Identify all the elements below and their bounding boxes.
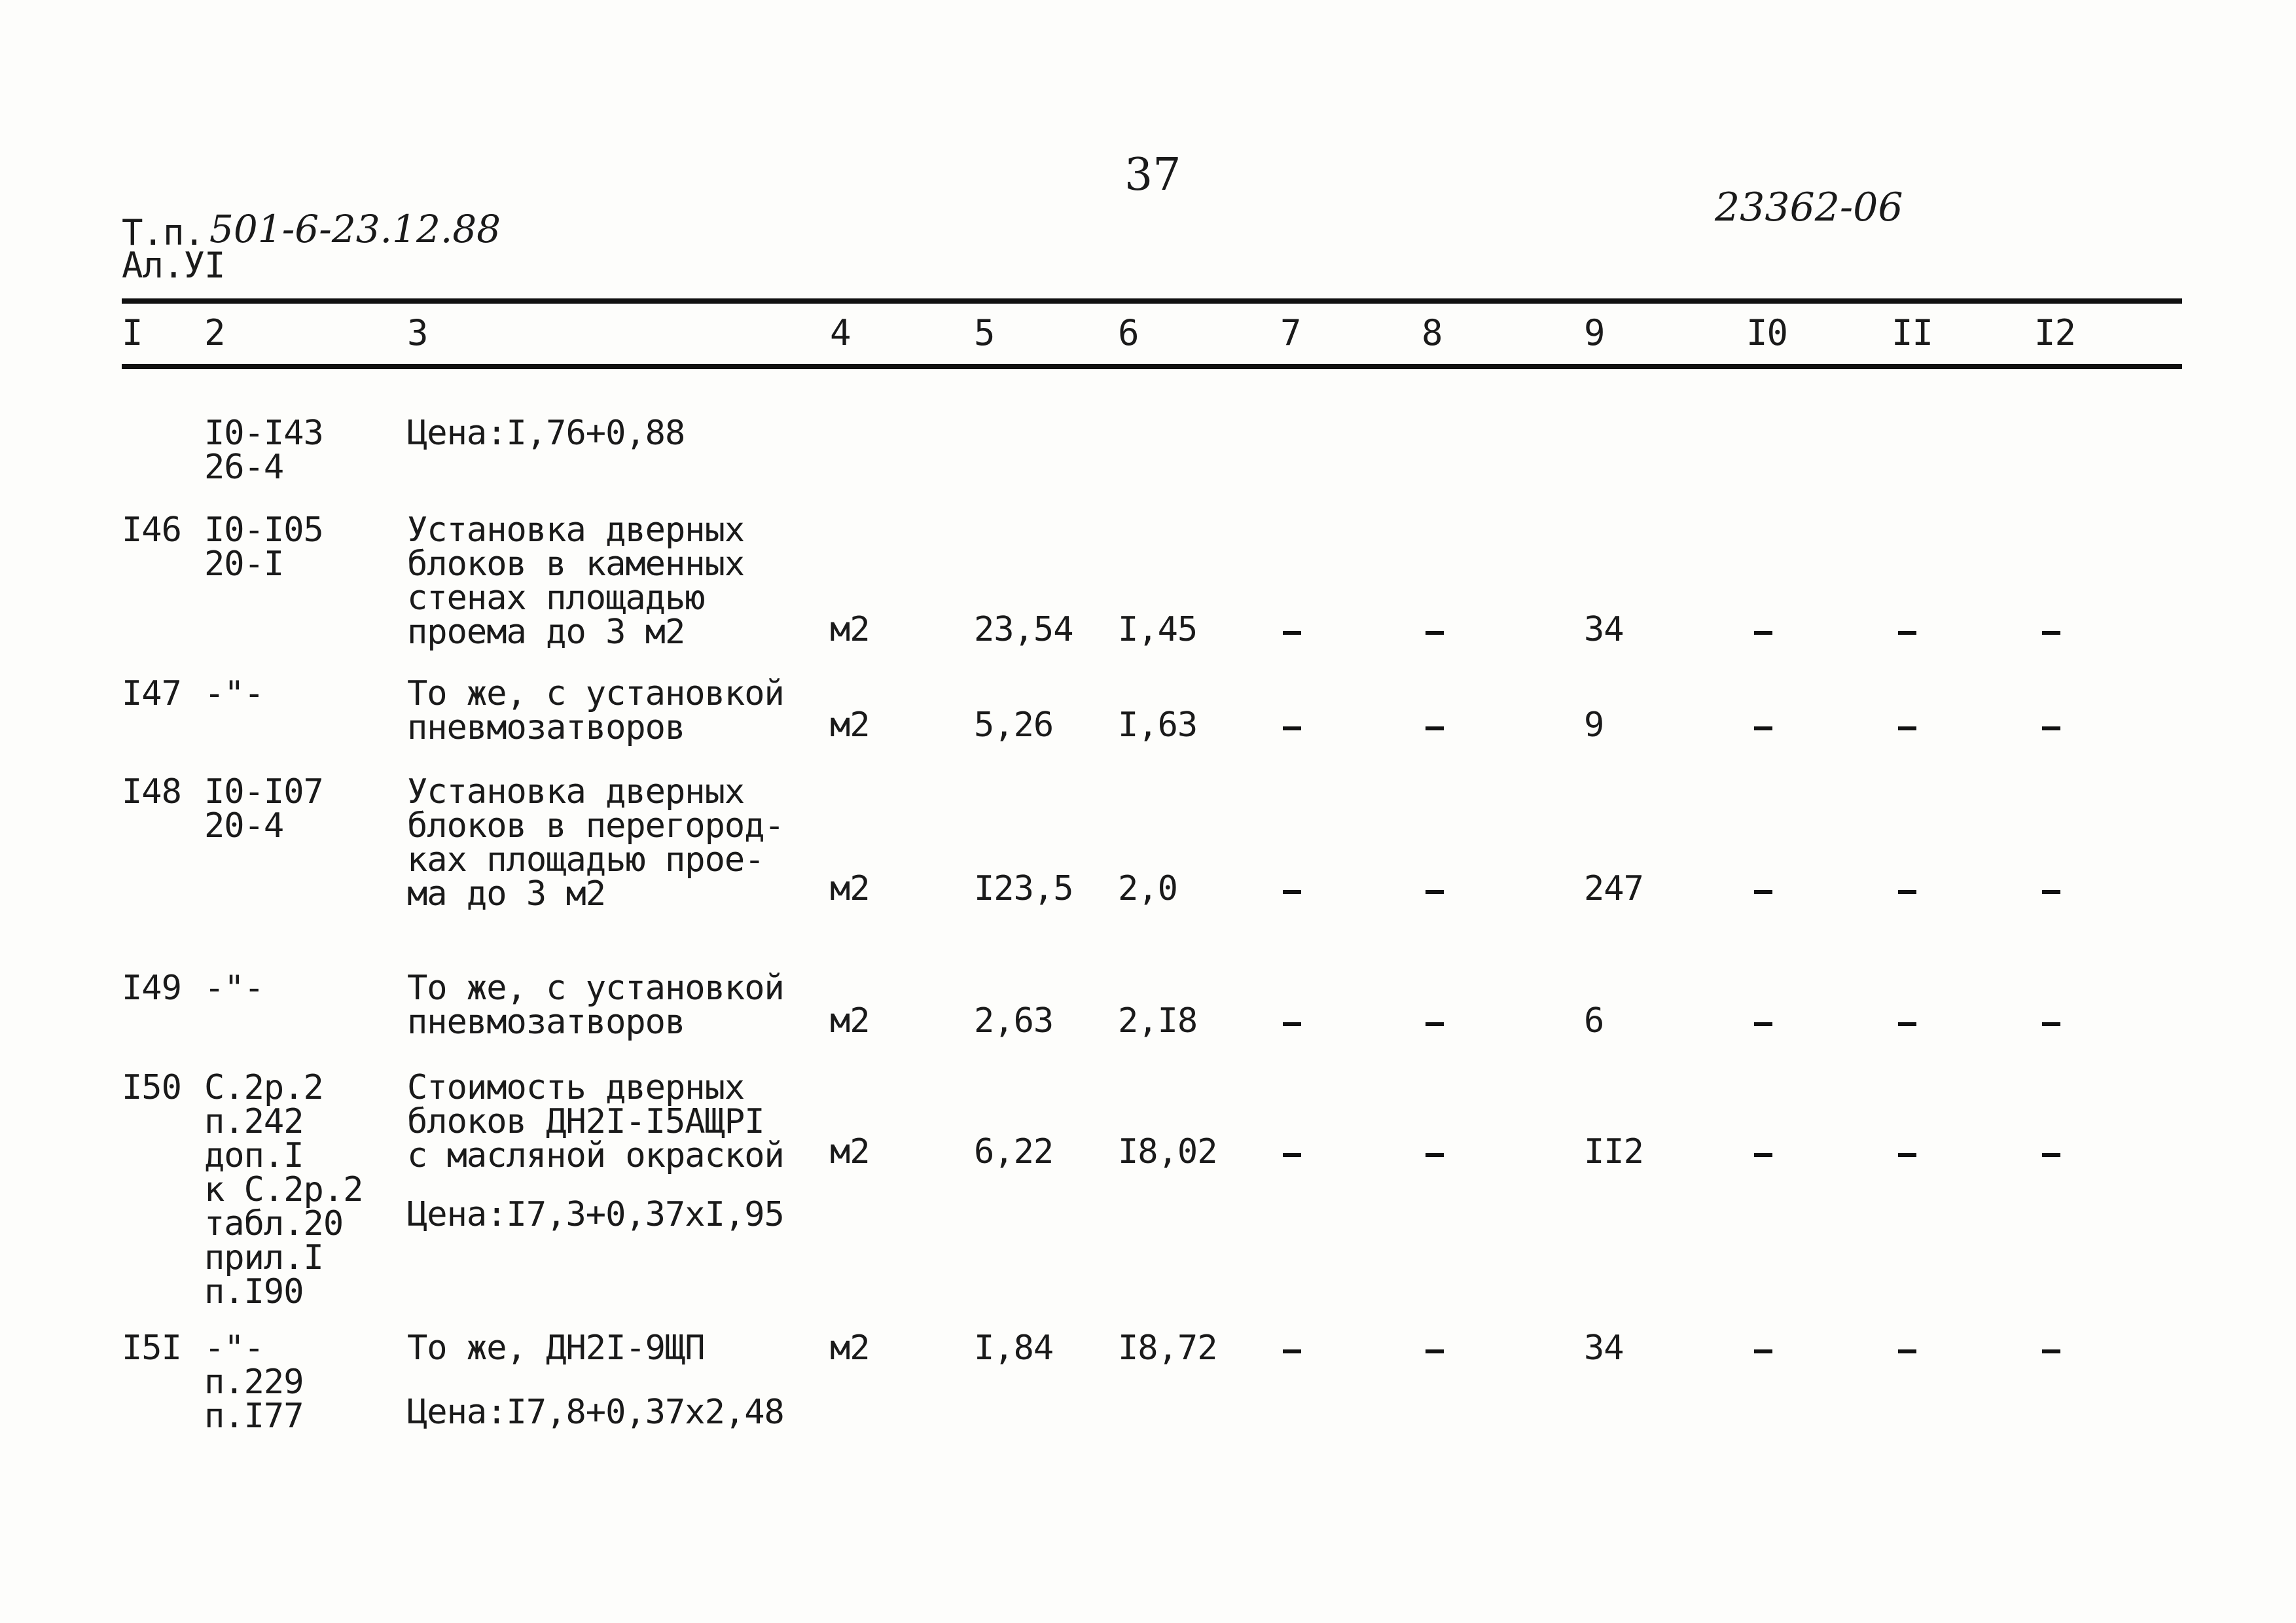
- col-header-3: 3: [407, 312, 428, 353]
- row-col9: II2: [1584, 1132, 1643, 1171]
- row-col7-dash: [1283, 726, 1301, 730]
- row-col8-dash: [1426, 631, 1444, 635]
- row-col9: 9: [1584, 705, 1604, 745]
- row-col6: I8,02: [1118, 1132, 1217, 1171]
- row-col8-dash: [1426, 1022, 1444, 1026]
- row-col10-dash: [1754, 890, 1772, 894]
- row-col6: 2,0: [1118, 869, 1177, 908]
- row-unit: м2: [830, 1132, 870, 1171]
- row-col5: I,84: [974, 1329, 1054, 1368]
- row-code: I0-I07 20-4: [204, 772, 323, 846]
- row-col12-dash: [2042, 890, 2060, 894]
- row-col7-dash: [1283, 1349, 1301, 1353]
- row-description: Установка дверных блоков в перегород- ках площадью прое- ма до 3 м2: [407, 772, 784, 914]
- row-col12-dash: [2042, 1022, 2060, 1026]
- row-code: I0-I43 26-4: [204, 414, 323, 487]
- row-description: То же, ДН2I-9ЩП: [407, 1329, 705, 1368]
- row-description: То же, с установкой пневмозатворов: [407, 969, 784, 1042]
- col-header-2: 2: [204, 312, 225, 353]
- col-header-11: II: [1892, 312, 1933, 353]
- row-col12-dash: [2042, 631, 2060, 635]
- row-col5: 2,63: [974, 1001, 1054, 1041]
- row-col8-dash: [1426, 726, 1444, 730]
- row-col6: I,45: [1118, 610, 1198, 649]
- row-col12-dash: [2042, 726, 2060, 730]
- row-price-note: Цена:I7,8+0,37х2,48: [407, 1393, 784, 1432]
- row-col5: 23,54: [974, 610, 1073, 649]
- row-unit: м2: [830, 610, 870, 649]
- col-header-6: 6: [1118, 312, 1139, 353]
- tp-label: Т.п.: [122, 212, 205, 253]
- col-header-7: 7: [1280, 312, 1301, 353]
- row-col12-dash: [2042, 1349, 2060, 1353]
- row-col11-dash: [1898, 1349, 1916, 1353]
- row-col5: 5,26: [974, 705, 1054, 745]
- row-col10-dash: [1754, 631, 1772, 635]
- header-bottom-rule: [122, 364, 2182, 369]
- row-number: I48: [122, 772, 181, 812]
- row-col8-dash: [1426, 1153, 1444, 1157]
- row-description: Стоимость дверных блоков ДН2I-I5АЩРI с масляной окраской: [407, 1068, 784, 1175]
- row-col9: 6: [1584, 1001, 1604, 1041]
- row-code: -"-: [204, 969, 264, 1008]
- row-code: -"- п.229 п.I77: [204, 1329, 304, 1436]
- row-col8-dash: [1426, 890, 1444, 894]
- row-code: С.2р.2 п.242 доп.I к С.2р.2 табл.20 прил.I п.I90: [204, 1068, 363, 1311]
- row-col6: I8,72: [1118, 1329, 1217, 1368]
- row-col7-dash: [1283, 1022, 1301, 1026]
- row-description: Цена:I,76+0,88: [407, 414, 685, 453]
- tp-value: 501-6-23.12.88: [209, 207, 501, 251]
- row-col10-dash: [1754, 1153, 1772, 1157]
- col-header-4: 4: [830, 312, 851, 353]
- row-unit: м2: [830, 1001, 870, 1041]
- col-header-10: I0: [1746, 312, 1788, 353]
- row-col6: 2,I8: [1118, 1001, 1198, 1041]
- row-col11-dash: [1898, 1153, 1916, 1157]
- row-col7-dash: [1283, 631, 1301, 635]
- row-col11-dash: [1898, 890, 1916, 894]
- row-price-note: Цена:I7,3+0,37хI,95: [407, 1195, 784, 1234]
- col-header-12: I2: [2034, 312, 2076, 353]
- row-col9: 34: [1584, 1329, 1624, 1368]
- top-rule: [122, 298, 2182, 304]
- row-col11-dash: [1898, 1022, 1916, 1026]
- col-header-5: 5: [974, 312, 995, 353]
- row-description: Установка дверных блоков в каменных стенах площадью проема до 3 м2: [407, 510, 745, 652]
- row-unit: м2: [830, 705, 870, 745]
- row-code: -"-: [204, 674, 264, 713]
- row-unit: м2: [830, 1329, 870, 1368]
- col-header-9: 9: [1584, 312, 1605, 353]
- row-col6: I,63: [1118, 705, 1198, 745]
- row-col5: I23,5: [974, 869, 1073, 908]
- row-col12-dash: [2042, 1153, 2060, 1157]
- row-col7-dash: [1283, 890, 1301, 894]
- row-col9: 34: [1584, 610, 1624, 649]
- row-col9: 247: [1584, 869, 1643, 908]
- col-header-1: I: [122, 312, 143, 353]
- row-col8-dash: [1426, 1349, 1444, 1353]
- row-number: I46: [122, 510, 181, 550]
- row-col11-dash: [1898, 631, 1916, 635]
- row-col5: 6,22: [974, 1132, 1054, 1171]
- row-number: I47: [122, 674, 181, 713]
- row-col10-dash: [1754, 726, 1772, 730]
- page-number: 37: [1124, 149, 1181, 201]
- row-number: I49: [122, 969, 181, 1008]
- row-number: I50: [122, 1068, 181, 1107]
- row-number: I5I: [122, 1329, 181, 1368]
- row-col10-dash: [1754, 1022, 1772, 1026]
- row-col10-dash: [1754, 1349, 1772, 1353]
- album-label: Ал.УI: [122, 245, 225, 286]
- row-code: I0-I05 20-I: [204, 510, 323, 584]
- document-code: 23362-06: [1715, 185, 1903, 230]
- col-header-8: 8: [1422, 312, 1443, 353]
- row-col11-dash: [1898, 726, 1916, 730]
- row-unit: м2: [830, 869, 870, 908]
- row-col7-dash: [1283, 1153, 1301, 1157]
- row-description: То же, с установкой пневмозатворов: [407, 674, 784, 747]
